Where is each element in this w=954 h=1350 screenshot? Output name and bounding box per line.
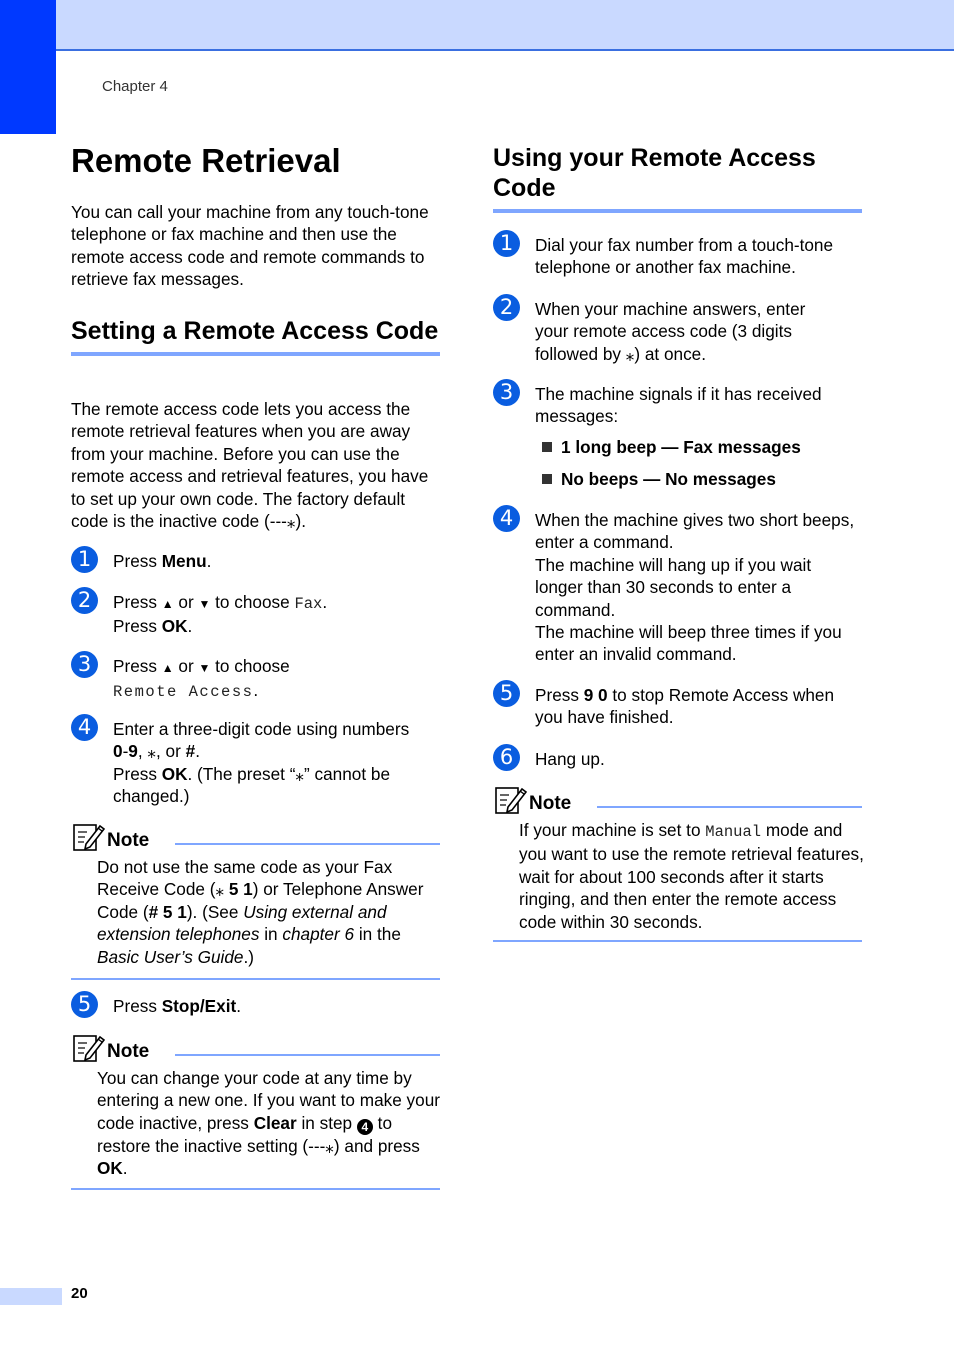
note-code-telephone: # 5 1 bbox=[148, 901, 187, 922]
ok-key-label: OK bbox=[97, 1158, 123, 1179]
step-text-part: . bbox=[236, 996, 241, 1016]
up-arrow-icon: ▲ bbox=[161, 661, 174, 675]
bullet-text: No beeps — No messages bbox=[561, 469, 776, 489]
note-text-part: You can change your code at any time by entering a new one. If you want to make your code inactive, press bbox=[97, 1068, 440, 1133]
page-title: Remote Retrieval bbox=[71, 142, 341, 179]
step-text-part: or bbox=[173, 656, 199, 676]
key-9: 9 bbox=[128, 741, 138, 762]
note-text-part: Do not use the same code as your Fax Receive Code (⁎ bbox=[97, 857, 393, 900]
note-text-part: in bbox=[259, 924, 283, 945]
step-text-part: . bbox=[206, 551, 212, 571]
step-text-part: Press bbox=[113, 592, 162, 612]
step-text-line: When the machine gives two short beeps, enter a command. bbox=[535, 510, 855, 553]
step-text-line: The machine will beep three times if you enter an invalid command. bbox=[535, 622, 842, 665]
step-text-part: Press bbox=[113, 551, 162, 571]
note-pencil-icon bbox=[73, 822, 105, 852]
ok-key-label: OK bbox=[161, 616, 188, 637]
note-ref-guide: Basic User’s Guide bbox=[97, 946, 244, 967]
chapter-label: Chapter 4 bbox=[102, 78, 168, 95]
square-bullet-icon bbox=[542, 442, 552, 452]
note-text bbox=[97, 1067, 442, 1180]
stop-exit-key-label: Stop/Exit bbox=[161, 996, 237, 1016]
step-text bbox=[113, 995, 241, 1017]
note-label: Note bbox=[107, 830, 150, 851]
step-text-part: to choose bbox=[210, 592, 295, 612]
step-text-part: . bbox=[195, 741, 200, 762]
down-arrow-icon: ▼ bbox=[198, 597, 211, 611]
note-text-part: .) bbox=[243, 946, 254, 967]
intro-paragraph: You can call your machine from any touch-tone telephone or fax machine and then use the remote access code and remote commands to retrieve fax messages. bbox=[71, 202, 429, 290]
note-text-part: in step bbox=[296, 1112, 357, 1133]
lcd-option-manual: Manual bbox=[705, 823, 762, 841]
step-text-part: , ⁎, or bbox=[137, 741, 186, 762]
step-text: Hang up. bbox=[535, 749, 605, 769]
up-arrow-icon: ▲ bbox=[161, 597, 174, 611]
page-number: 20 bbox=[71, 1285, 88, 1302]
step-number-badge: 5 bbox=[71, 991, 98, 1018]
note-text-part: in the bbox=[354, 924, 401, 945]
step-text bbox=[113, 591, 327, 638]
key-9-0: 9 0 bbox=[583, 685, 608, 705]
down-arrow-icon: ▼ bbox=[198, 661, 211, 675]
note-text bbox=[519, 819, 864, 933]
step-text: Dial your fax number from a touch-tone telephone or another fax machine. bbox=[535, 235, 834, 278]
step-text-part: to choose bbox=[210, 656, 290, 676]
lcd-option-remote-access: Remote Access bbox=[113, 683, 254, 702]
step-number-badge: 1 bbox=[71, 546, 98, 573]
step-text-part: . bbox=[322, 592, 328, 612]
note-text-part: ) or Telephone Answer Code ( bbox=[97, 879, 424, 922]
step-number-badge: 5 bbox=[493, 680, 520, 707]
step-text-part: . bbox=[187, 616, 193, 637]
note-text-part: to restore the inactive setting (---⁎) and press bbox=[97, 1112, 420, 1156]
step-text-part: Press bbox=[113, 996, 162, 1016]
key-0: 0 bbox=[113, 741, 123, 762]
note-label: Note bbox=[107, 1041, 150, 1062]
square-bullet-icon bbox=[542, 474, 552, 484]
key-hash: # bbox=[185, 741, 196, 762]
note-end-rule bbox=[71, 978, 440, 980]
note-text-part: ). (See bbox=[186, 901, 244, 922]
bullet-no-messages bbox=[542, 469, 776, 490]
note-rule bbox=[175, 1054, 440, 1056]
step-number-badge: 1 bbox=[493, 230, 520, 257]
lcd-option-fax: Fax bbox=[294, 595, 323, 613]
note-label: Note bbox=[529, 793, 572, 814]
step-text bbox=[113, 718, 443, 808]
step-text-part: Press bbox=[535, 685, 584, 705]
ok-key-label: OK bbox=[161, 763, 188, 784]
step-text-part: . bbox=[253, 680, 259, 701]
note-pencil-icon bbox=[73, 1033, 105, 1063]
note-ref-chapter: chapter 6 bbox=[282, 924, 355, 945]
step-text-part: . (The preset “⁎” cannot be changed.) bbox=[113, 763, 391, 807]
menu-key-label: Menu bbox=[161, 551, 207, 571]
step-text-part: - bbox=[122, 741, 129, 762]
footer-band bbox=[0, 1288, 62, 1305]
chapter-tab bbox=[0, 0, 56, 134]
clear-key-label: Clear bbox=[253, 1112, 297, 1133]
section-title-setting: Setting a Remote Access Code bbox=[71, 316, 440, 356]
step-number-badge: 2 bbox=[493, 294, 520, 321]
step-text: When your machine answers, enter your remote access code (3 digits followed by ⁎) at once. bbox=[535, 299, 806, 364]
note-ref-title: Using external and extension telephones bbox=[97, 901, 387, 945]
step-number-badge: 3 bbox=[493, 379, 520, 406]
note-box-change-code bbox=[71, 1033, 440, 1191]
note-end-rule bbox=[493, 940, 862, 942]
step-number-badge: 3 bbox=[71, 651, 98, 678]
section-title-using: Using your Remote Access Code bbox=[493, 143, 862, 213]
step-reference-badge: 4 bbox=[357, 1119, 373, 1135]
step-text-part: Enter a three-digit code using numbers bbox=[113, 719, 410, 739]
step-text bbox=[113, 550, 211, 572]
step-text: The machine signals if it has received messages: bbox=[535, 384, 822, 427]
step-number-badge: 4 bbox=[71, 714, 98, 741]
note-box-code bbox=[71, 822, 440, 980]
note-box-manual-mode bbox=[493, 785, 862, 945]
step-number-badge: 4 bbox=[493, 505, 520, 532]
note-rule bbox=[597, 806, 862, 808]
note-text-part: . bbox=[122, 1158, 128, 1179]
step-number-badge: 2 bbox=[71, 587, 98, 614]
step-text bbox=[535, 684, 865, 729]
bullet-text: 1 long beep — Fax messages bbox=[561, 437, 801, 457]
note-text-part: mode and you want to use the remote retrieval features, wait for about 100 seconds after it starts ringing, and then enter the remote access code within 30 seconds. bbox=[519, 820, 864, 932]
step-number-badge: 6 bbox=[493, 744, 520, 771]
note-code-fax: 5 1 bbox=[228, 879, 253, 900]
step-text-line: The machine will hang up if you wait longer than 30 seconds to enter a command. bbox=[535, 554, 812, 620]
note-pencil-icon bbox=[495, 785, 527, 815]
step-text-part: Press bbox=[113, 616, 162, 637]
bullet-fax-messages bbox=[542, 437, 801, 458]
note-rule bbox=[175, 843, 440, 845]
note-text bbox=[97, 856, 442, 968]
step-text-part: Press bbox=[113, 763, 162, 784]
step-text bbox=[535, 509, 863, 666]
step-text-part: or bbox=[173, 592, 199, 612]
note-end-rule bbox=[71, 1188, 440, 1190]
step-text-part: Press bbox=[113, 656, 162, 676]
note-text-part: If your machine is set to bbox=[519, 820, 706, 840]
step-text-part: to stop Remote Access when you have finished. bbox=[535, 685, 835, 728]
section-intro-paragraph: The remote access code lets you access the remote retrieval features when you are away from your machine. Before you can use the remote access and retrieval features, you have to set up your own code. The factory default code is the inactive code (---⁎). bbox=[71, 399, 429, 532]
header-band bbox=[0, 0, 954, 51]
step-text bbox=[113, 655, 290, 704]
